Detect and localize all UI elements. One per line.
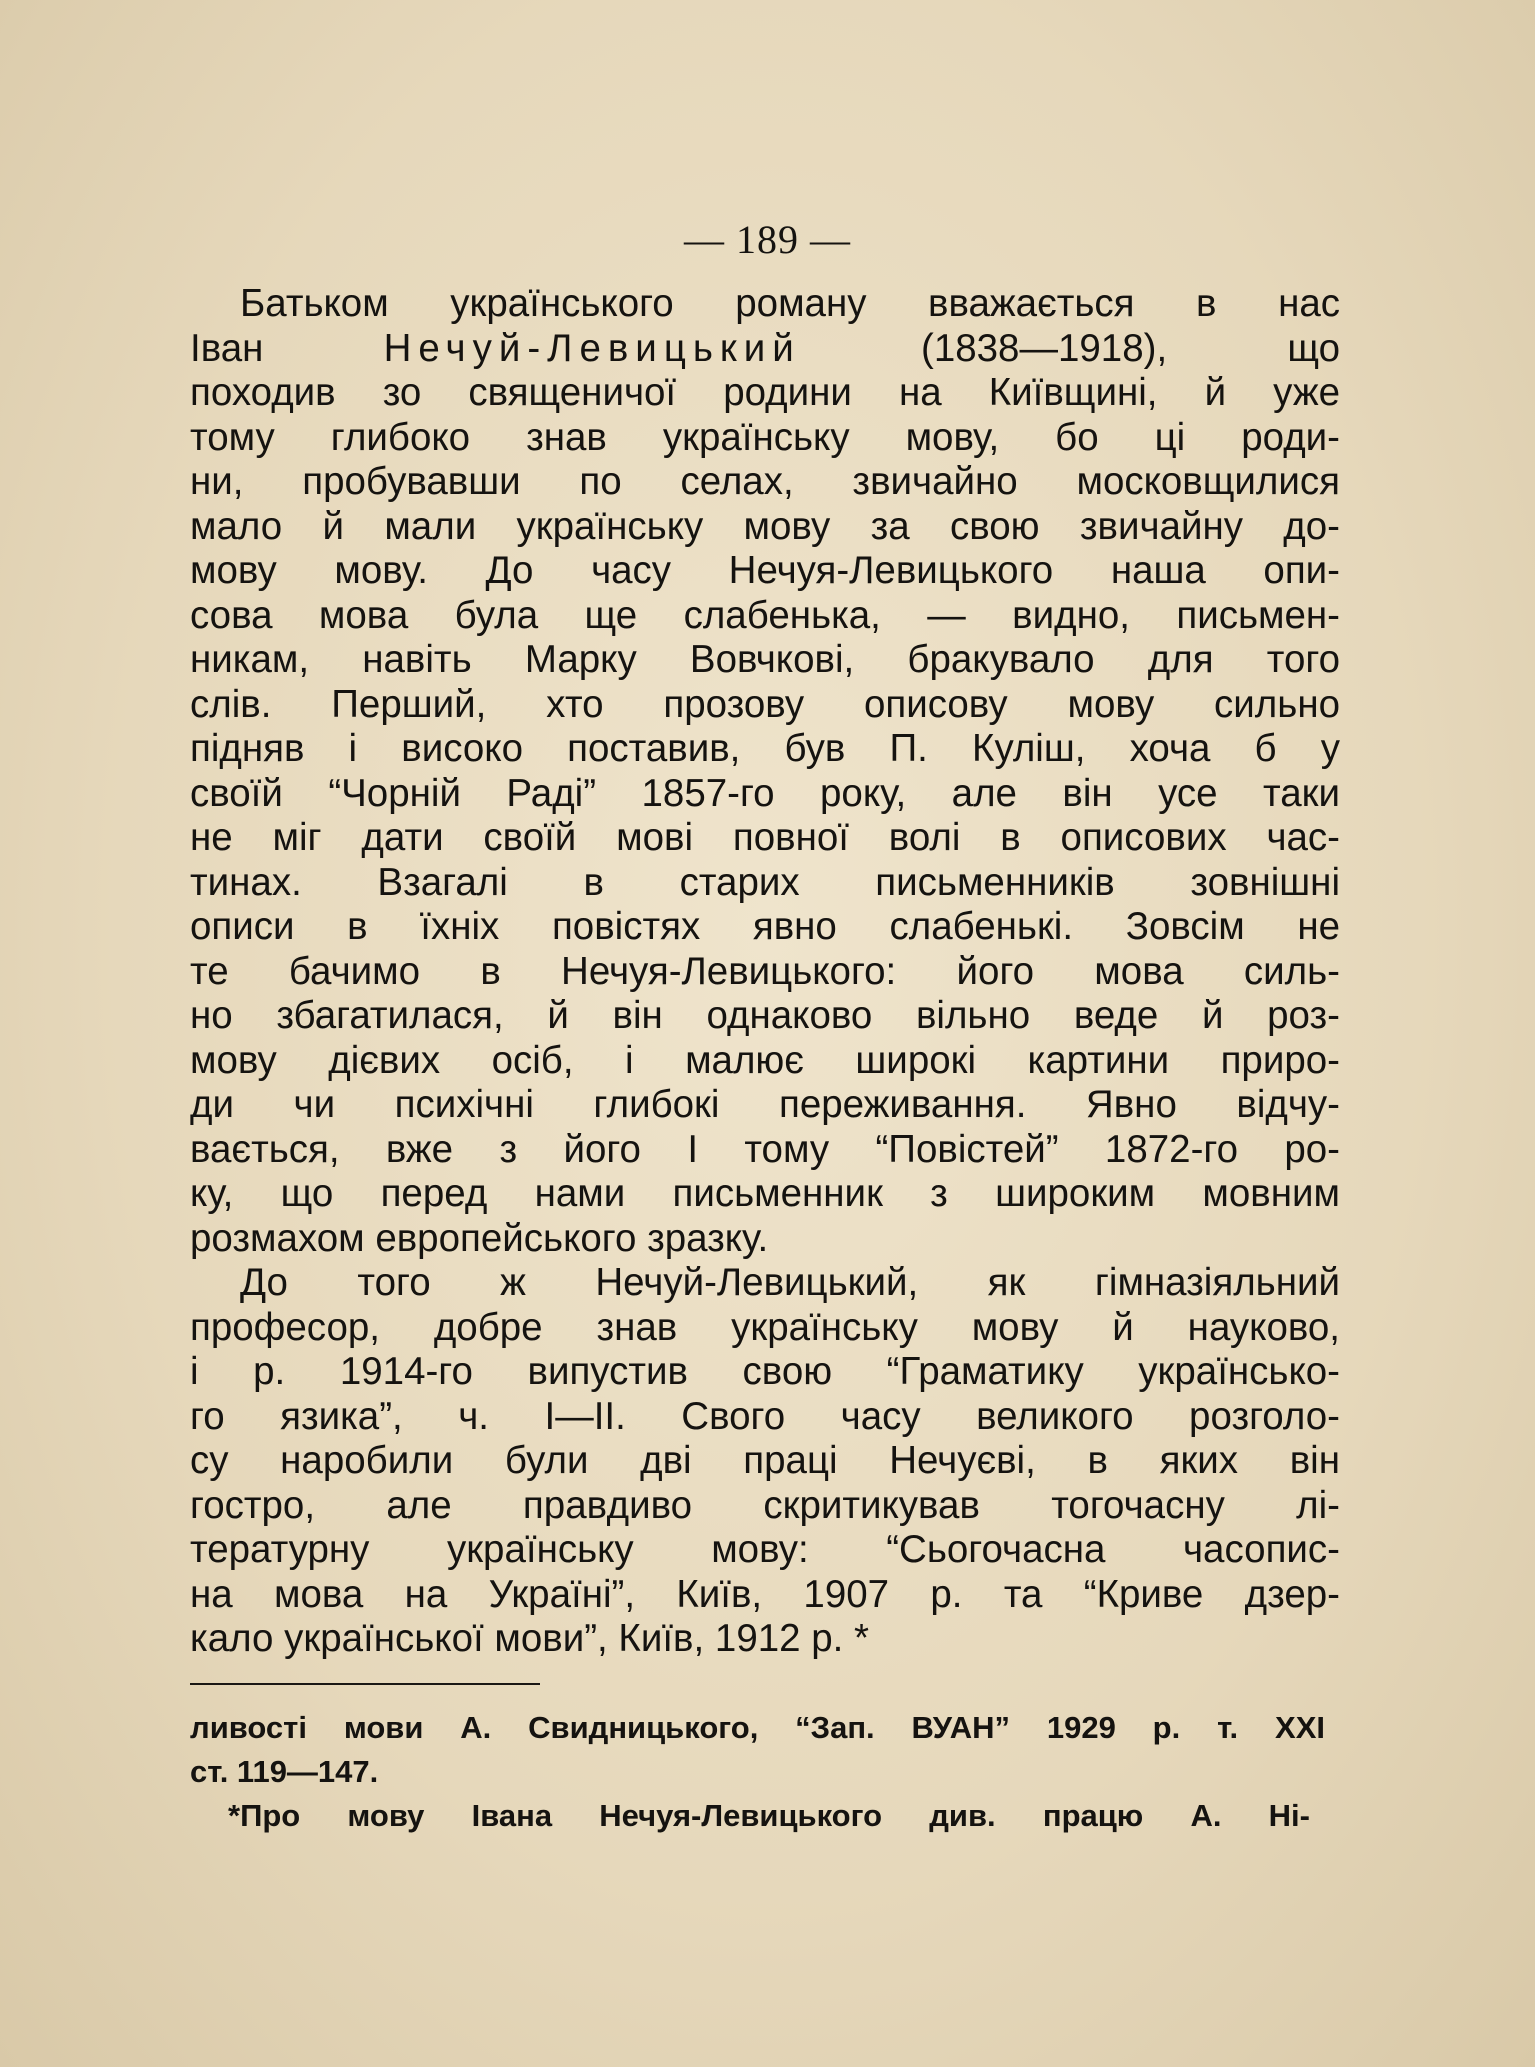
text-line: своїй “Чорній Раді” 1857-го року, але він усе таки [190, 771, 1340, 815]
text-line: кало української мови”, Київ, 1912 р. * [190, 1617, 870, 1660]
text-line: су наробили були дві праці Нечуєві, в яких він [190, 1439, 1340, 1482]
author-name-spaced: Нечуй-Левицький [383, 326, 801, 370]
footnote-line: *Про мову Івана Нечуя-Левицького див. працю А. Ні- [228, 1798, 1310, 1833]
text-line: До того ж Нечуй-Левицький, як гімназіяльний [240, 1261, 1340, 1304]
text-line: мову мову. До часу Нечуя-Левицького наша опи- [190, 549, 1340, 592]
main-text [190, 282, 1340, 1662]
text-line: походив зо священичої родини на Київщині, й уже [190, 371, 1340, 414]
text-line: гостро, але правдиво скритикував тогочасну лі- [190, 1483, 1340, 1527]
text-line: підняв і високо поставив, був П. Куліш, хоча б у [190, 727, 1340, 770]
footnote-divider [190, 1683, 540, 1685]
text-line: тературну українську мову: “Сьогочасна часопис- [190, 1528, 1340, 1571]
text-line: мало й мали українську мову за свою звичайну до- [190, 504, 1340, 548]
text-line: описи в їхніх повістях явно слабенькі. Зовсім не [190, 905, 1340, 948]
text-line: те бачимо в Нечуя-Левицького: його мова силь- [190, 949, 1340, 993]
text-line: ку, що перед нами письменник з широким мовним [190, 1172, 1340, 1215]
text-line: ди чи психічні глибокі переживання. Явно відчу- [190, 1083, 1340, 1126]
text-line: мову дієвих осіб, і малює широкі картини приро- [190, 1038, 1340, 1082]
footnotes [190, 1706, 1325, 1838]
text-line: тому глибоко знав українську мову, бо ці роди- [190, 415, 1340, 459]
text-line: вається, вже з його І тому “Повістей” 1872-го ро- [190, 1127, 1340, 1171]
text-line: но збагатилася, й він однаково вільно веде й роз- [190, 994, 1340, 1037]
text-line: сова мова була ще слабенька, — видно, письмен- [190, 593, 1340, 637]
text-line: слів. Перший, хто прозову описову мову сильно [190, 682, 1340, 726]
text-line: розмахом европейського зразку. [190, 1216, 769, 1260]
footnote-line: ст. 119—147. [190, 1754, 379, 1789]
page-number: — 189 — [684, 217, 851, 262]
text-span: (1838—1918), що [800, 326, 1340, 370]
text-line: не міг дати своїй мові повної волі в описових час- [190, 816, 1340, 859]
text-line: професор, добре знав українську мову й науково, [190, 1305, 1340, 1349]
text-span: Іван [190, 326, 384, 370]
footnote-line: ливості мови А. Свидницького, “Зап. ВУАН” 1929 р. т. XXI [190, 1710, 1325, 1745]
text-line [190, 327, 1340, 372]
text-line: тинах. Взагалі в старих письменників зовнішні [190, 860, 1340, 904]
text-line: ни, пробувавши по селах, звичайно московщилися [190, 460, 1340, 503]
text-line: го язика”, ч. І—ІІ. Свого часу великого розголо- [190, 1394, 1340, 1438]
text-line: Батьком українського роману вважається в нас [240, 282, 1340, 325]
text-line: і р. 1914-го випустив свою “Граматику українсько- [190, 1350, 1340, 1393]
text-line: никам, навіть Марку Вовчкові, бракувало для того [190, 638, 1340, 681]
text-line: на мова на Україні”, Київ, 1907 р. та “Криве дзер- [190, 1572, 1340, 1616]
